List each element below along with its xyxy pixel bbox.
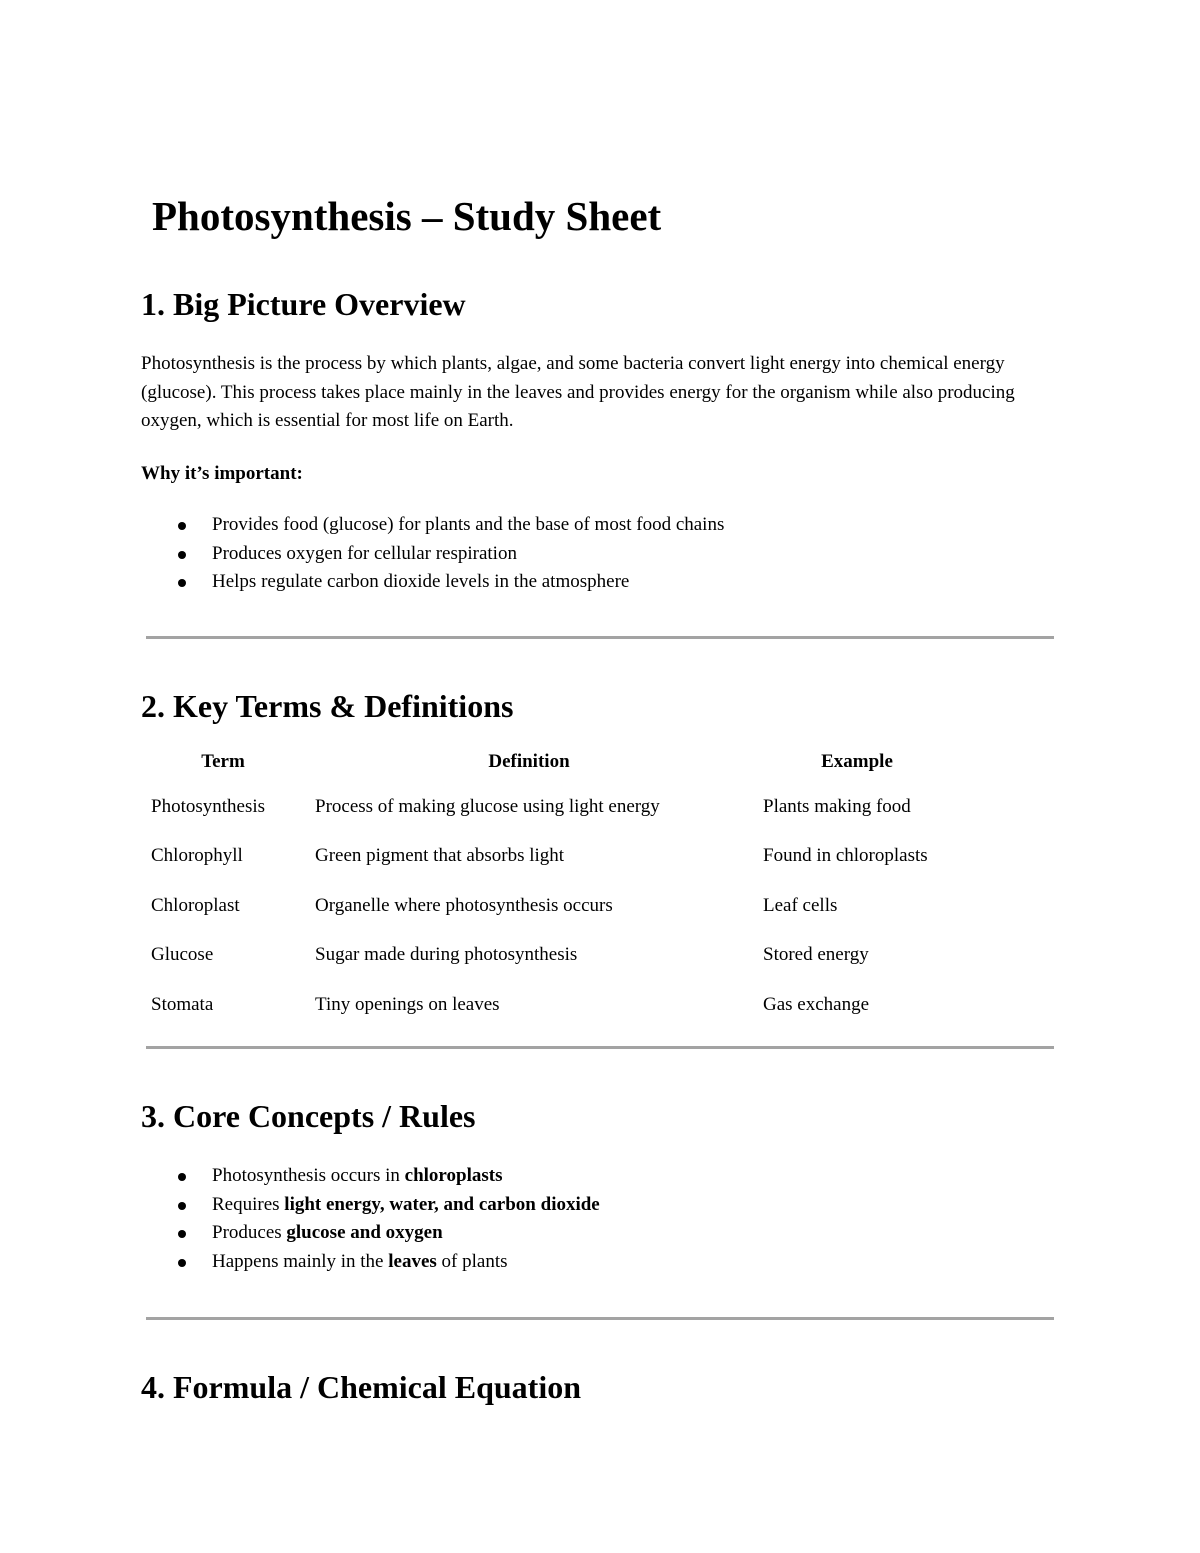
bullet-icon (178, 551, 186, 559)
list-item (141, 1162, 600, 1191)
table-cell-definition: Green pigment that absorbs light (315, 845, 565, 867)
column-header-term: Term (201, 751, 245, 772)
section-1-heading: 1. Big Picture Overview (141, 286, 466, 322)
table-cell-term: Stomata (151, 993, 214, 1015)
list-item-text: of plants (436, 1251, 508, 1273)
list-item-emphasis: chloroplasts (404, 1165, 503, 1186)
bullet-icon (178, 1173, 186, 1181)
table-cell-term: Photosynthesis (151, 795, 266, 817)
list-item-emphasis: light energy, water, and carbon dioxide (284, 1193, 600, 1215)
table-cell-definition: Process of making glucose using light energy (315, 795, 660, 817)
bullet-icon (178, 1202, 186, 1210)
table-cell-term: Glucose (151, 944, 214, 966)
section-3-heading: 3. Core Concepts / Rules (141, 1098, 476, 1134)
core-concepts-list (141, 1162, 600, 1277)
table-row (141, 782, 961, 832)
table-header-row (141, 742, 961, 782)
table-cell-definition: Organelle where photosynthesis occurs (315, 894, 613, 916)
list-item (141, 1219, 600, 1248)
bullet-icon (178, 579, 186, 587)
table-cell-example: Found in chloroplasts (763, 845, 928, 867)
list-item-emphasis: glucose and oxygen (286, 1222, 443, 1244)
table-row (141, 832, 961, 882)
table-cell-example: Leaf cells (763, 894, 838, 916)
table-cell-term: Chloroplast (151, 894, 240, 916)
table-cell-example: Gas exchange (763, 993, 870, 1015)
list-item-text: Requires (212, 1193, 285, 1215)
list-item-emphasis: leaves (388, 1251, 437, 1273)
list-item-text: Produces oxygen for cellular respiration (212, 542, 517, 564)
overview-paragraph: Photosynthesis is the process by which plants, algae, and some bacteria convert light energy into chemical energy (glucose). This process takes place mainly in the leaves and provides energy for the organism while also producing oxygen, which is essential for most life on Earth. (141, 353, 1015, 431)
column-header-example: Example (821, 751, 893, 772)
bullet-icon (178, 1259, 186, 1267)
table-cell-example: Stored energy (763, 944, 869, 966)
list-item-text: Provides food (glucose) for plants and the base of most food chains (212, 514, 725, 535)
list-item-text: Happens mainly in the (212, 1251, 389, 1273)
column-header-definition: Definition (488, 751, 570, 772)
list-item (141, 1191, 600, 1220)
section-4-heading: 4. Formula / Chemical Equation (141, 1369, 582, 1405)
section-divider (146, 636, 1054, 639)
list-item-text: Helps regulate carbon dioxide levels in the atmosphere (212, 571, 630, 593)
list-item-text: Produces (212, 1222, 287, 1244)
table-row (141, 980, 961, 1030)
list-item (141, 1248, 600, 1277)
table-cell-definition: Sugar made during photosynthesis (315, 944, 578, 966)
table-cell-definition: Tiny openings on leaves (315, 993, 500, 1015)
table-cell-term: Chlorophyll (151, 845, 243, 867)
why-important-label: Why it’s important: (141, 463, 303, 484)
bullet-icon (178, 522, 186, 530)
table-row (141, 931, 961, 981)
importance-list (141, 511, 724, 597)
section-divider (146, 1317, 1054, 1320)
table-cell-example: Plants making food (763, 795, 911, 817)
bullet-icon (178, 1230, 186, 1238)
list-item (141, 568, 724, 597)
table-row (141, 881, 961, 931)
list-item (141, 540, 724, 569)
list-item-text: Photosynthesis occurs in (212, 1165, 405, 1186)
section-2-heading: 2. Key Terms & Definitions (141, 688, 514, 724)
page-title: Photosynthesis – Study Sheet (152, 193, 662, 239)
list-item (141, 511, 724, 540)
section-divider (146, 1046, 1054, 1049)
key-terms-table (141, 742, 961, 1030)
